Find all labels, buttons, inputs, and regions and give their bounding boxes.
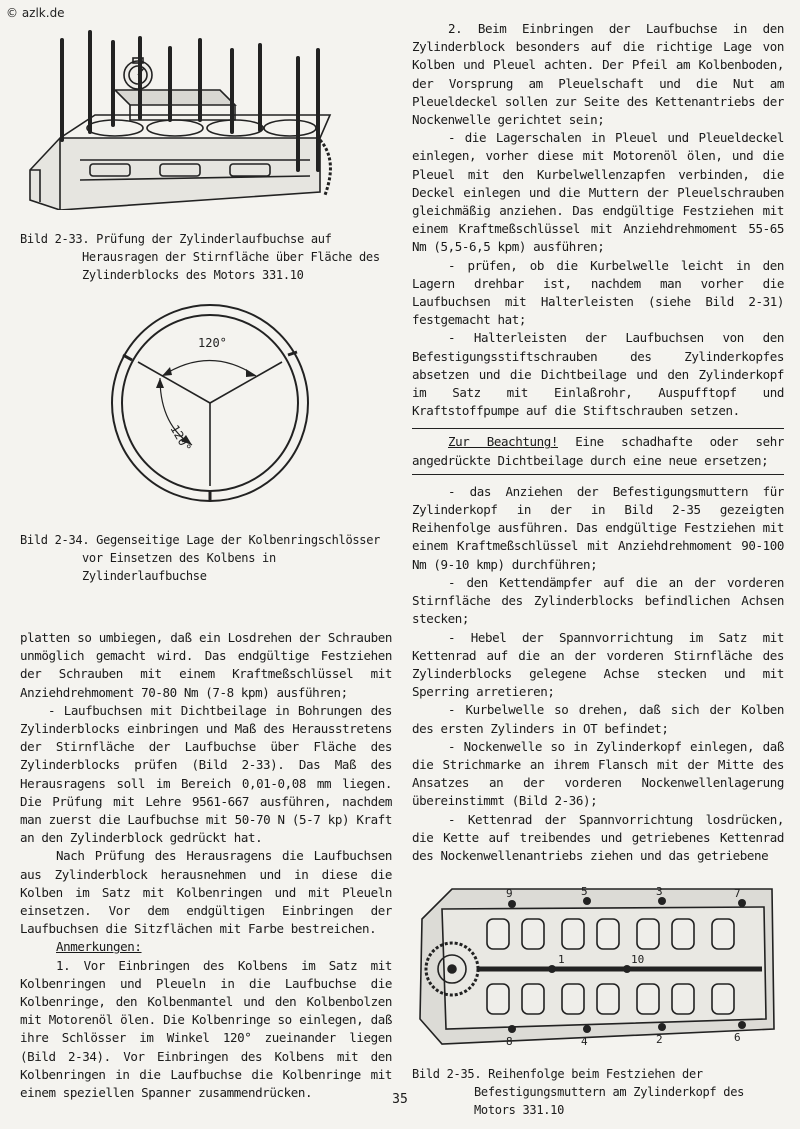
angle-label-top: 120° (198, 336, 227, 350)
right-paragraph-8: - Kurbelwelle so drehen, daß sich der Kolben des ersten Zylinders in OT befindet; (412, 702, 784, 736)
right-paragraph-9: - Nockenwelle so in Zylinderkopf einlegen, daß die Strichmarke an ihrem Flansch mit der Mitte des Ansatzes an der vorderen Nockenwellenlagerung übereinstimmt (Bild 2-36); (412, 738, 784, 809)
tighten-order-2: 2 (656, 1033, 663, 1047)
left-body-text (20, 629, 392, 1102)
tighten-order-10: 10 (631, 953, 645, 967)
divider-bottom (412, 474, 784, 475)
angle-label-side: 120° (167, 422, 194, 455)
tighten-order-7: 7 (734, 887, 741, 901)
figure-2-35-caption: Bild 2-35. Reihenfolge beim Festziehen der Befestigungsmuttern am Zylinderkopf des Motors 331.10 (412, 1067, 745, 1118)
right-paragraph-1: 2. Beim Einbringen der Laufbuchse in den Zylinderblock besonders auf die richtige Lage von Kolben und Pleuel achten. Der Pfeil am Kolbenboden, der Vorsprung am Pleuelschaft und die Nut am Pleueldeckel sollen zur Seite des Kettenantriebs der Nockenwelle gerichtet sein; (412, 21, 784, 128)
tighten-order-1: 1 (558, 953, 565, 967)
piston-ring-diagram (20, 300, 392, 505)
attention-box (412, 429, 784, 473)
right-paragraph-7: - Hebel der Spannvorrichtung im Satz mit Kettenrad auf die an der vorderen Stirnfläche des Zylinderblocks gelegene Achse stecken und mit Sperring arretieren; (412, 629, 784, 700)
tighten-order-4: 4 (581, 1035, 588, 1049)
left-column (20, 20, 392, 1102)
right-paragraph-6: - den Kettendämpfer auf die an der vorderen Stirnfläche des Zylinderblocks befindlichen Achsen stecken; (412, 574, 784, 627)
figure-2-34-caption: Bild 2-34. Gegenseitige Lage der Kolbenringschlösser vor Einsetzen des Kolbens in Zylinderlaufbuchse (20, 533, 381, 583)
left-paragraph-1: platten so umbiegen, daß ein Losdrehen der Schrauben unmöglich gemacht wird. Das endgültige Festziehen der Schrauben mit einem Kraftmeßschlüssel mit Anziehdrehmoment 70-80 Nm (7-8 kpm) ausführen; (20, 630, 392, 700)
cylinder-head-illustration (412, 879, 784, 1049)
left-paragraph-2: - Laufbuchsen mit Dichtbeilage in Bohrungen des Zylinderblocks einbringen und Maß des Herausstretens der Stirnfläche der Laufbuchse über Fläche des Zylinderblocks prüfen (Bild 2-33). Das Maß des Herausragens soll im Bereich 0,01-0,08 mm liegen. Die Prüfung mit Lehre 9561-667 ausführen, nachdem man zuerst die Laufbuchse mit 50-70 N (5-7 kp) Kraft an den Zylinderblock gedrückt hat. (20, 702, 392, 846)
right-body-text-bottom (412, 483, 784, 865)
attention-label: Zur Beachtung! (448, 434, 558, 450)
watermark: © azlk.de (6, 6, 65, 20)
figure-2-33-caption: Bild 2-33. Prüfung der Zylinderlaufbuchse auf Herausragen der Stirnfläche über Fläche des Zylinderblocks des Motors 331.10 (20, 232, 380, 282)
tighten-order-8: 8 (506, 1035, 513, 1049)
notes-heading: Anmerkungen: (56, 939, 142, 955)
right-paragraph-5: - das Anziehen der Befestigungsmuttern für Zylinderkopf in der in Bild 2-35 gezeigten Reihenfolge ausführen. Das endgültige Festziehen mit einem Kraftmeßschlüssel mit Anziehdrehmoment 90-100 Nm (9-10 kmp) durchführen; (412, 483, 784, 572)
tighten-order-5: 5 (581, 885, 588, 899)
attention-text: Eine schadhafte oder sehr angedrückte Dichtbeilage durch eine neue ersetzen; (412, 434, 784, 468)
tighten-order-3: 3 (656, 885, 663, 899)
right-paragraph-10: - Kettenrad der Spannvorrichtung losdrücken, die Kette auf treibendes und getriebenes Kettenrad des Nockenwellenantriebs ziehen und das getriebene (412, 811, 784, 863)
figure-2-35 (412, 879, 784, 1049)
right-paragraph-2: - die Lagerschalen in Pleuel und Pleueldeckel einlegen, vorher diese mit Motorenöl ölen, und die Pleuel mit den Kurbelwellenzapfen verbinden, die Deckel einlegen und die Muttern der Pleuelschrauben gleichmäßig anziehen. Das endgültige Festziehen mit einem Kraftmeßschlüssel mit Anziehdrehmoment 55-65 Nm (5,5-6,5 kpm) ausführen; (412, 130, 784, 255)
right-paragraph-3: - prüfen, ob die Kurbelwelle leicht in den Lagern drehbar ist, nachdem man vorher die Laufbuchsen mit Halterleisten (siehe Bild 2-31) festgemacht hat; (412, 257, 784, 328)
figure-2-33 (20, 20, 392, 210)
left-paragraph-3: Nach Prüfung des Herausragens die Laufbuchsen aus Zylinderblock herausnehmen und in diese die Kolben im Satz mit Kolbenringen und mit Pleueln einsetzen. Vor dem endgültigen Einbringen der Laufbuchsen die Sitzflächen mit Farbe bestreichen. (20, 848, 392, 937)
page-number: 35 (392, 1092, 408, 1107)
tighten-order-6: 6 (734, 1031, 741, 1045)
cylinder-block-illustration (20, 20, 392, 210)
left-paragraph-4: 1. Vor Einbringen des Kolbens im Satz mit Kolbenringen und Pleueln in die Laufbuchse die Kolbenringe, den Kolbenmantel und den Kolbenbolzen mit Motorenöl ölen. Die Kolbenringe so einlegen, daß ihre Schlösser im Winkel 120° zueinander liegen (Bild 2-34). Vor Einbringen des Kolbens mit den Kolbenringen in die Laufbuchse die Kolbenringe mit einem speziellen Spanner zusammendrücken. (20, 957, 392, 1101)
figure-2-34 (20, 300, 392, 505)
tighten-order-9: 9 (506, 887, 513, 901)
right-paragraph-4: - Halterleisten der Laufbuchsen von den Befestigungsstiftschrauben des Zylinderkopfes absetzen und die Dichtbeilage und den Zylinderkopf im Satz mit Einlaßrohr, Auspufftopf und Kraftstoffpumpe auf die Stiftschrauben setzen. (412, 330, 784, 419)
right-body-text-top (412, 20, 784, 420)
right-column (412, 20, 784, 1119)
